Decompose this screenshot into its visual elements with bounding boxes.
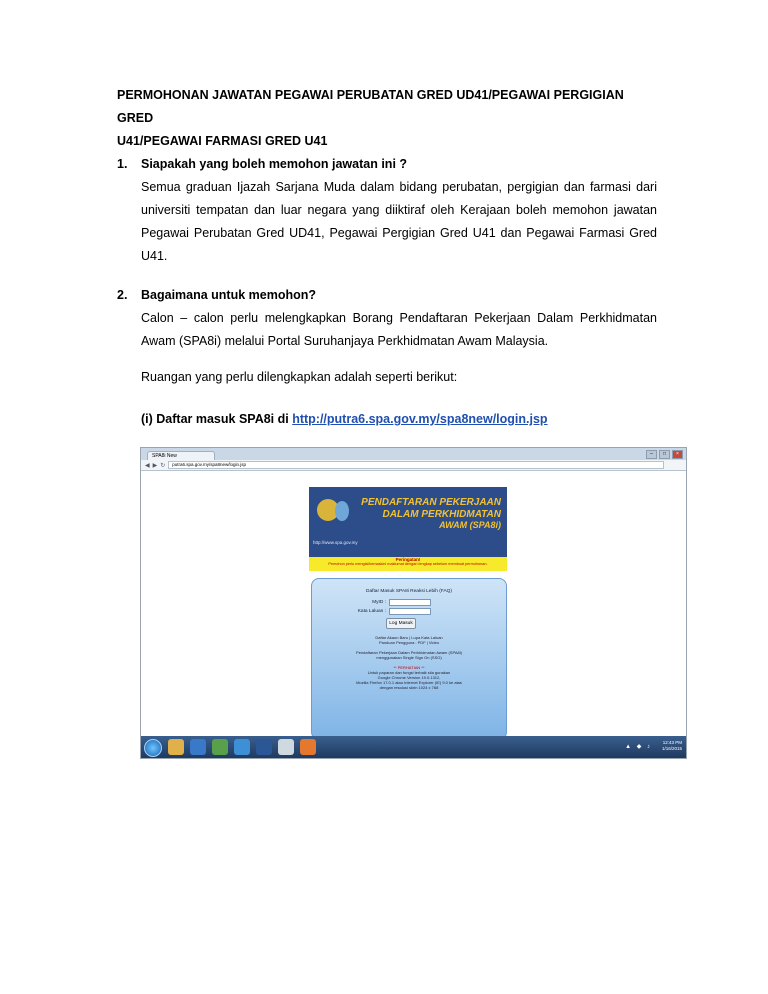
window-controls (646, 450, 683, 459)
mykad-row (352, 599, 431, 606)
login-panel (311, 578, 507, 740)
mykad-label: MyID : (372, 600, 386, 605)
banner-url: http://www.spa.gov.my (313, 540, 358, 545)
section-body: Calon – calon perlu melengkapkan Borang Pendaftaran Pekerjaan Dalam Perkhidmatan Awam (SPA8i) melalui Portal Suruhanjaya Perkhidmatan Awam Malaysia. (141, 311, 657, 348)
address-bar[interactable]: putra6.spa.gov.my/spa8new/login.jsp (168, 461, 664, 469)
chrome-icon[interactable] (278, 739, 294, 755)
mykad-input[interactable] (389, 599, 431, 606)
banner-line-2: DALAM PERKHIDMATAN (382, 509, 501, 520)
app-icon[interactable] (212, 739, 228, 755)
section-body: Semua graduan Ijazah Sarjana Muda dalam bidang perubatan, pergigian dan farmasi dari universiti tempatan dan luar negara yang diiktiraf oleh Kerajaan boleh memohon jawatan Pegawai Perubatan Gred UD41, Pegawai Pergigian Gred U41 dan Pegawai Farmasi Gred U41. (141, 180, 657, 263)
media-icon[interactable] (190, 739, 206, 755)
minimize-icon[interactable]: – (646, 450, 657, 459)
section-1 (117, 153, 657, 268)
forward-icon[interactable]: ▶ (152, 462, 158, 469)
browser-tab-bar (141, 448, 686, 460)
reload-icon[interactable]: ↻ (160, 462, 166, 469)
tray-icons[interactable]: ▲ ◆ ♪ (625, 744, 652, 750)
password-label: Kata Laluan : (357, 609, 386, 614)
word-icon[interactable] (256, 739, 272, 755)
browser-viewport (141, 471, 686, 736)
windows-taskbar (141, 736, 686, 758)
notice-box (309, 557, 507, 571)
banner-line-3: AWAM (SPA8i) (439, 520, 501, 530)
user-guide-link[interactable]: Panduan Pengguna : PDF | Video (378, 640, 440, 645)
login-title: Daftar Masuk SPA8i Reaksi Lebih (FAQ) (365, 589, 453, 594)
spa-logo-icon (335, 501, 349, 521)
section-number: 2. (117, 288, 128, 302)
banner-line-1: PENDAFTARAN PEKERJAAN (361, 497, 501, 508)
section-title: Siapakah yang boleh memohon jawatan ini ? (141, 157, 408, 171)
fields-intro: Ruangan yang perlu dilengkapkan adalah seperti berikut: (141, 370, 458, 384)
close-icon[interactable]: × (672, 450, 683, 459)
title-line-2: U41/PEGAWAI FARMASI GRED U41 (117, 134, 328, 148)
maximize-icon[interactable]: □ (659, 450, 670, 459)
file-explorer-icon[interactable] (168, 739, 184, 755)
password-input[interactable] (389, 608, 431, 615)
warning-line-1: Untuk paparan dan fungsi terbaik sila gunakan (367, 670, 451, 675)
step-1-label: (i) Daftar masuk SPA8i di (141, 412, 293, 426)
clock-date: 1/16/2015 (661, 746, 682, 751)
document-title (117, 84, 657, 153)
warning-line-4: dengan resolusi skrin 1024 x 768 (379, 685, 439, 690)
spa8i-banner (309, 487, 507, 557)
login-button[interactable]: Log Masuk (386, 618, 416, 629)
clock-time: 12:43 PM (662, 740, 682, 745)
internet-explorer-icon[interactable] (234, 739, 250, 755)
browser-screenshot (140, 447, 687, 759)
back-icon[interactable]: ◀ (145, 462, 150, 469)
firefox-icon[interactable] (300, 739, 316, 755)
info-line-1: Pendaftaran Pekerjaan Dalam Perkhidmatan Awam (SPA8i) (356, 650, 462, 655)
browser-toolbar (141, 460, 686, 471)
browser-tab[interactable]: SPA8i New (147, 451, 215, 460)
warning-line-3: Mozilla Firefox 17.0.1 atau Internet Explorer (IE) 9.0 ke atas (356, 680, 462, 685)
password-row (352, 608, 431, 615)
section-2 (117, 284, 657, 353)
notice-body: Pemohon perlu mengisi/kemaskini maklumat dengan lengkap sebelum membuat permohonan. (328, 562, 488, 566)
login-link[interactable]: http://putra6.spa.gov.my/spa8new/login.jsp (292, 412, 548, 426)
title-line-1: PERMOHONAN JAWATAN PEGAWAI PERUBATAN GRED UD41/PEGAWAI PERGIGIAN GRED (117, 88, 624, 125)
section-title: Bagaimana untuk memohon? (141, 288, 317, 302)
info-line-2: menggunakan Single Sign On (SSO) (376, 655, 442, 660)
system-clock[interactable] (662, 740, 682, 752)
step-1 (141, 408, 657, 431)
start-button-icon[interactable] (144, 739, 162, 757)
section-number: 1. (117, 157, 128, 171)
warning-title: ** PERHATIAN ** (393, 665, 425, 670)
account-links[interactable]: Daftar Akaun Baru | Lupa Kata Laluan (375, 635, 443, 640)
warning-line-2: Google Chrome Version 19.0.1312, (377, 675, 441, 680)
notice-title: Peringatan! (395, 557, 421, 562)
